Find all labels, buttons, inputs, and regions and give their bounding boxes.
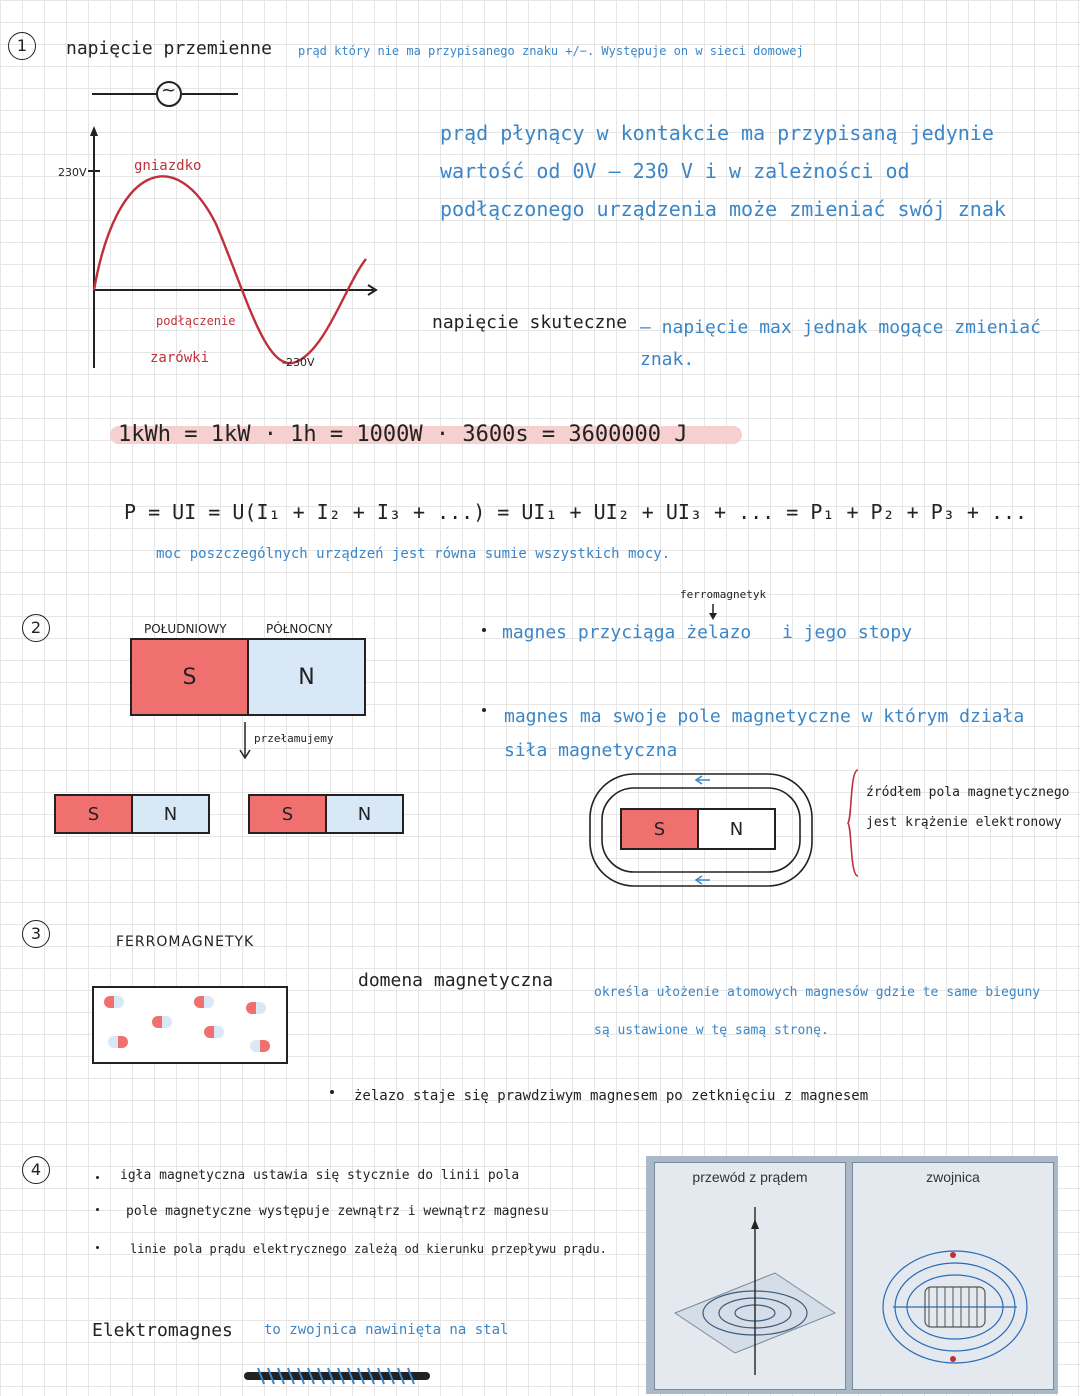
brace-icon: [846, 768, 860, 878]
bullet-dot: [330, 1090, 334, 1094]
ac-voltage-graph: [56, 124, 386, 374]
domain-icon: [204, 1026, 224, 1038]
ac-note: prąd płynący w kontakcie ma przypisaną jedynie wartość od 0V — 230 V i w zależności od podłączonego urządzenia może zmieniać swój znak: [440, 121, 1006, 221]
effective-voltage-def: – napięcie max jednak mogące zmieniać znak.: [640, 317, 1041, 370]
section-4-bullet-1: igła magnetyczna ustawia się stycznie do linii pola: [120, 1168, 520, 1183]
iron-magnet-note: żelazo staje się prawdziwym magnesem po zetknięciu z magnesem: [354, 1088, 869, 1104]
ferromagnet-title: FERROMAGNETYK: [116, 934, 255, 950]
magnet-attracts-alloys: i jego stopy: [782, 622, 913, 643]
photo-label-coil: zwojnica: [926, 1169, 980, 1185]
section-1-subtitle: prąd który nie ma przypisanego znaku +/−. Występuje on w sieci domowej: [298, 44, 804, 58]
magnet-attracts-iron: magnes przyciąga żelazo: [502, 622, 752, 643]
photo-label-wire: przewód z prądem: [692, 1169, 808, 1185]
domain-icon: [250, 1040, 270, 1052]
section-4-bullet-2: pole magnetyczne występuje zewnątrz i wewnątrz magnesu: [126, 1204, 549, 1219]
section-number-1: 1: [8, 32, 36, 60]
magnet-pole-s: S: [132, 640, 247, 714]
domain-icon: [108, 1036, 128, 1048]
electromagnet-coil-icon: [244, 1364, 430, 1388]
bar-magnet-small-left: S N: [54, 794, 210, 834]
bar-magnet-field: S N: [620, 808, 776, 850]
ac-source-symbol: [92, 80, 238, 108]
bar-magnet-large: [130, 638, 366, 716]
ferro-arrow-icon: [708, 604, 718, 620]
bullet-dot: [96, 1176, 99, 1179]
domain-icon: [152, 1016, 172, 1028]
domain-icon: [194, 996, 214, 1008]
ferromagnet-domains-box: [92, 986, 288, 1064]
section-number-4: 4: [22, 1156, 50, 1184]
domain-icon: [246, 1002, 266, 1014]
power-note: moc poszczególnych urządzeń jest równa sumie wszystkich mocy.: [156, 546, 671, 562]
cut-arrow-icon: [238, 722, 252, 762]
photo-panel-wire: [654, 1162, 846, 1390]
kwh-formula: 1kWh = 1kW · 1h = 1000W · 3600s = 3600000 J: [118, 422, 688, 447]
label-south: POŁUDNIOWY: [144, 622, 227, 636]
bullet-dot: [482, 708, 486, 712]
magnetic-field-note: magnes ma swoje pole magnetyczne w którym działa siła magnetyczna: [504, 706, 1025, 761]
power-formula: P = UI = U(I₁ + I₂ + I₃ + ...) = UI₁ + UI₂ + UI₃ + ... = P₁ + P₂ + P₃ + ...: [124, 500, 1028, 524]
bullet-dot: [96, 1208, 99, 1211]
textbook-photo: [646, 1156, 1058, 1394]
graph-label-zarowki: zarówki: [150, 350, 210, 366]
ferromagnet-label: ferromagnetyk: [680, 588, 767, 601]
section-number-3: 3: [22, 920, 50, 948]
effective-voltage-term: napięcie skuteczne: [432, 312, 628, 333]
label-north: PÓŁNOCNY: [266, 622, 333, 636]
cut-note: przełamujemy: [254, 732, 334, 745]
bar-magnet-small-right: S N: [248, 794, 404, 834]
bullet-dot: [96, 1246, 99, 1249]
graph-label-230v: 230V: [58, 166, 87, 179]
domain-icon: [104, 996, 124, 1008]
electromagnet-def: to zwojnica nawinięta na stal: [264, 1322, 509, 1338]
bullet-dot: [482, 628, 486, 632]
sine-symbol-icon: ~: [161, 80, 177, 101]
domain-def: określa ułożenie atomowych magnesów gdzie te same bieguny są ustawione w tę samą stronę.: [594, 985, 1041, 1038]
domain-term: domena magnetyczna: [358, 970, 554, 991]
magnet-pole-n: N: [247, 640, 364, 714]
graph-label-gniazdko: gniazdko: [134, 158, 202, 174]
graph-label-podlaczenie: podłączenie: [156, 314, 236, 328]
field-source-note: źródłem pola magnetycznego jest krążenie elektronowy: [866, 785, 1070, 830]
graph-label-minus-230v: -230V: [282, 356, 315, 369]
photo-panel-coil: [852, 1162, 1054, 1390]
section-4-bullet-3: linie pola prądu elektrycznego zależą od kierunku przepływu prądu.: [130, 1242, 607, 1256]
electromagnet-term: Elektromagnes: [92, 1320, 233, 1341]
section-number-2: 2: [22, 614, 50, 642]
section-1-title: napięcie przemienne: [66, 38, 272, 59]
